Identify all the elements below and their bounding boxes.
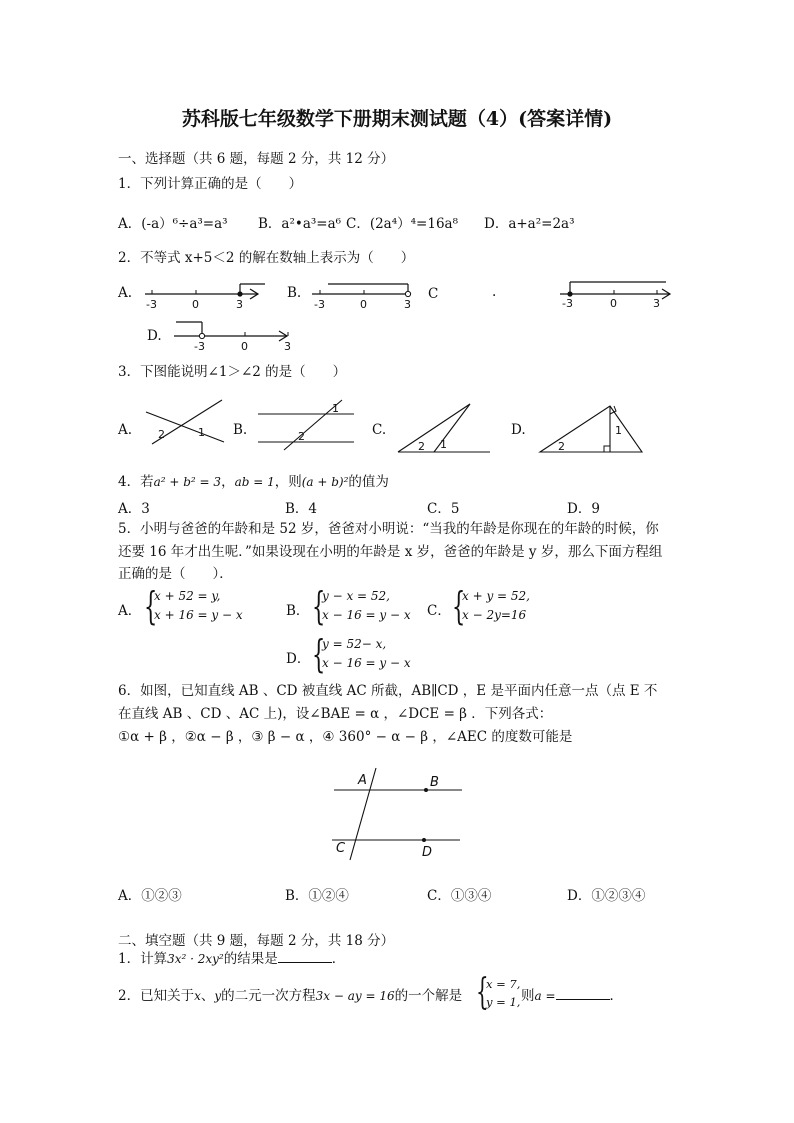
q5-option-b-label: B． xyxy=(286,603,310,619)
q3-option-d-label: D. xyxy=(511,422,526,438)
angle-label: 2 xyxy=(158,428,165,441)
q5-option-d-label: D． xyxy=(286,651,311,667)
q1-option-b: B．a²•a³=a⁶ xyxy=(258,216,342,232)
q6-option-d: D．①②③④ xyxy=(567,888,646,904)
q2-option-a-label: A. xyxy=(118,285,133,301)
q2-number-line-b xyxy=(308,284,428,314)
tick-label: 0 xyxy=(241,340,248,353)
q4-option-c: C．5 xyxy=(427,501,460,517)
angle-label: 1 xyxy=(332,402,339,415)
point-label-d: D xyxy=(422,845,433,860)
q3-figure-c xyxy=(396,400,496,454)
question-5-line-1: 5．小明与爸爸的年龄和是 52 岁，爸爸对小明说：“当我的年龄是你现在的年龄的时候，你 xyxy=(118,521,659,537)
tick-label: -3 xyxy=(146,298,157,311)
q5-option-c-label: C． xyxy=(427,603,451,619)
tick-label: 3 xyxy=(284,340,291,353)
tick-label: 0 xyxy=(192,298,199,311)
q6-option-a: A．①②③ xyxy=(118,888,182,904)
tick-label: 3 xyxy=(236,298,243,311)
q3-figure-d xyxy=(538,404,644,454)
q1-option-c: C．(2a⁴）⁴=16a⁸ xyxy=(346,216,459,232)
q6-option-b: B．①②④ xyxy=(285,888,349,904)
q2-number-line-c xyxy=(558,282,678,314)
point-label-b: B xyxy=(430,775,439,790)
q4-option-d: D．9 xyxy=(567,501,600,517)
q2-option-b-label: B. xyxy=(287,285,302,301)
q5-option-a-label: A． xyxy=(118,603,142,619)
angle-label: 1 xyxy=(198,426,205,439)
answer-blank[interactable] xyxy=(278,950,332,963)
question-5-line-3: 正确的是（ ）． xyxy=(118,566,233,582)
q2-dot: . xyxy=(492,284,497,300)
q5-option-d-system: { y = 52− x, x − 16 = y − x xyxy=(312,632,411,676)
tick-label: 3 xyxy=(653,297,660,310)
angle-label: 2 xyxy=(298,430,305,443)
tick-label: 0 xyxy=(610,297,617,310)
q3-option-b-label: B. xyxy=(233,422,248,438)
question-1-stem: 1．下列计算正确的是（ ） xyxy=(118,176,303,192)
tick-label: 3 xyxy=(404,298,411,311)
tick-label: -3 xyxy=(194,340,205,353)
q6-option-c: C．①③④ xyxy=(427,888,492,904)
tick-label: 0 xyxy=(360,298,367,311)
q5-option-c-system: { x + y = 52, x − 2y=16 xyxy=(452,584,530,628)
q2-option-c-label: C xyxy=(428,286,439,302)
section-2-header: 二、填空题（共 9 题，每题 2 分，共 18 分） xyxy=(118,933,395,949)
q1-option-d: D．a+a²=2a³ xyxy=(484,216,575,232)
q3-figure-a xyxy=(142,398,232,448)
question-3-stem: 3．下图能说明∠1＞∠2 的是（ ） xyxy=(118,364,347,380)
section-1-header: 一、选择题（共 6 题，每题 2 分，共 12 分） xyxy=(118,151,395,167)
point-label-a: A xyxy=(358,773,367,788)
q5-option-a-system: { x + 52 = y, x + 16 = y − x xyxy=(144,584,243,628)
fill-1: 1．计算3x² · 2xy²的结果是 ． xyxy=(118,951,346,967)
question-6-line-2: 在直线 AB 、CD 、AC 上)，设∠BAE = α ，∠DCE = β ．下列各式： xyxy=(118,706,553,722)
q6-figure xyxy=(330,768,470,864)
question-2-stem: 2．不等式 x+5＜2 的解在数轴上表示为（ ） xyxy=(118,250,415,266)
angle-label: 1 xyxy=(440,438,447,451)
tick-label: -3 xyxy=(314,298,325,311)
q4-option-a: A．3 xyxy=(118,501,150,517)
question-4-stem: 4．若a² + b² = 3，ab = 1，则(a + b)²的值为 xyxy=(118,474,389,490)
q3-option-c-label: C. xyxy=(372,422,387,438)
fill-2-tail: 则a = ． xyxy=(521,988,624,1004)
q2-option-d-label: D. xyxy=(147,328,162,344)
q2-number-line-a xyxy=(140,284,270,314)
answer-blank[interactable] xyxy=(556,987,610,1000)
point-label-c: C xyxy=(336,841,346,856)
angle-label: 2 xyxy=(418,440,425,453)
question-5-line-2: 还要 16 年才出生呢．”如果设现在小明的年龄是 x 岁，爸爸的年龄是 y 岁，那么下面方程组 xyxy=(118,544,663,560)
q3-figure-b xyxy=(256,396,356,450)
q3-option-a-label: A. xyxy=(118,422,133,438)
tick-label: -3 xyxy=(562,297,573,310)
angle-label: 2 xyxy=(558,440,565,453)
q2-number-line-d xyxy=(172,320,292,354)
page-title: 苏科版七年级数学下册期末测试题（4）(答案详情) xyxy=(181,108,613,130)
question-6-line-3: ①α + β ，②α − β ，③ β − α ，④ 360° − α − β ，∠AEC 的度数可能是 xyxy=(118,729,573,745)
q4-option-b: B．4 xyxy=(285,501,318,517)
q5-option-b-system: { y − x = 52, x − 16 = y − x xyxy=(312,584,411,628)
angle-label: 1 xyxy=(615,424,622,437)
fill-2: 2．已知关于x、y的二元一次方程3x − ay = 16的一个解是 xyxy=(118,988,463,1004)
fill-2-solution-system: { x = 7, y = 1, xyxy=(476,972,521,1013)
question-6-line-1: 6．如图，已知直线 AB 、CD 被直线 AC 所截，AB∥CD ，E 是平面内任意一点（点 E 不 xyxy=(118,683,658,699)
q1-option-a: A．(-a）⁶÷a³=a³ xyxy=(118,216,228,232)
